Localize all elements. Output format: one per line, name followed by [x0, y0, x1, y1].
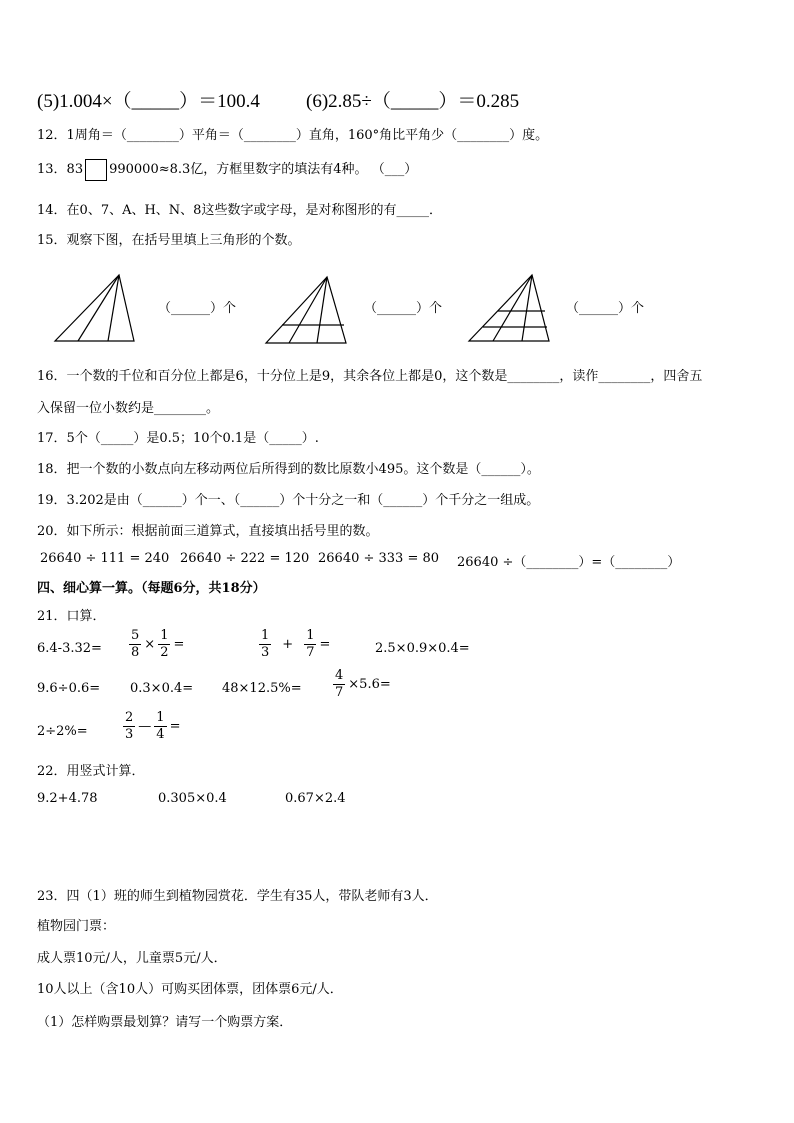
frac-num: 2	[123, 710, 135, 727]
operator: —	[138, 719, 152, 735]
q14: 14．在0、7、A、H、N、8这些数字或字母，是对称图形的有_____．	[37, 203, 442, 218]
frac-num: 1	[259, 628, 271, 645]
q16-line-2: 入保留一位小数约是________。	[37, 401, 220, 416]
q23-line-4: 10人以上（含10人）可购买团体票，团体票6元/人．	[37, 982, 343, 997]
equals: =	[319, 637, 331, 653]
q21-r2c1: 9.6÷0.6=	[37, 681, 101, 696]
q21-r2c3: 48×12.5%=	[222, 681, 302, 696]
q15-triangle-figure-2	[262, 272, 352, 347]
operator: ×	[144, 637, 156, 653]
q21-r2c2: 0.3×0.4=	[130, 681, 194, 696]
q19: 19．3.202是由（______）个一、（______）个十分之一和（______）个千分之一组成。	[37, 493, 540, 508]
q21-r1c2	[126, 628, 184, 662]
q15-blank-3: （______）个	[566, 301, 645, 316]
frac-num: 5	[129, 628, 141, 645]
q23-line-5: （1）怎样购票最划算？请写一个购票方案．	[37, 1015, 293, 1030]
q11-part5: (5)1.004×（_____）＝100.4	[37, 91, 260, 112]
q13-prefix: 13．83	[37, 162, 84, 177]
operator: +	[282, 637, 294, 653]
q12: 12．1周角＝（________）平角＝（________）直角，160°角比平角少（________）度。	[37, 128, 549, 143]
q21-r2c4	[330, 668, 391, 702]
q15-blank-2: （______）个	[364, 301, 443, 316]
frac-num: 1	[304, 628, 316, 645]
frac-den: 2	[160, 645, 169, 661]
q15-blank-1: （______）个	[158, 301, 237, 316]
q22-a: 9.2+4.78	[37, 791, 98, 806]
q17: 17．5个（_____）是0.5；10个0.1是（_____）.	[37, 431, 319, 446]
q21-r1c4: 2.5×0.9×0.4=	[375, 641, 470, 656]
q21-r3c2	[120, 710, 180, 744]
frac-den: 7	[335, 685, 344, 701]
q15-triangle-figure-3	[465, 270, 555, 345]
equals: =	[173, 637, 185, 653]
q21-r1c1: 6.4-3.32=	[37, 641, 102, 656]
q18: 18．把一个数的小数点向左移动两位后所得到的数比原数小495。这个数是（______）。	[37, 462, 540, 477]
calc-rest: ×5.6=	[348, 677, 391, 693]
q22-b: 0.305×0.4	[158, 791, 227, 806]
q21-title: 21．口算．	[37, 609, 106, 624]
q21-r3c1: 2÷2%=	[37, 724, 88, 739]
q22-title: 22．用竖式计算．	[37, 764, 145, 779]
equals: =	[169, 719, 181, 735]
frac-num: 1	[158, 628, 170, 645]
q23-line-2: 植物园门票：	[37, 919, 116, 934]
frac-den: 3	[261, 645, 270, 661]
frac-den: 4	[156, 727, 165, 743]
q15-triangle-figure-1	[50, 270, 140, 345]
frac-den: 3	[125, 727, 134, 743]
q21-r1c3	[256, 628, 330, 662]
q15-text: 15．观察下图，在括号里填上三角形的个数。	[37, 233, 301, 248]
q20-equation-3: 26640 ÷ 333 = 80	[318, 551, 440, 566]
q11-part6: (6)2.85÷（_____）＝0.285	[306, 91, 520, 112]
frac-num: 1	[154, 710, 166, 727]
q20-text: 20．如下所示：根据前面三道算式，直接填出括号里的数。	[37, 524, 379, 539]
q16-line-1: 16．一个数的千位和百分位上都是6，十分位上是9，其余各位上都是0，这个数是________，读作________，四舍五	[37, 369, 703, 384]
frac-den: 7	[306, 645, 315, 661]
q23-line-1: 23．四（1）班的师生到植物园赏花．学生有35人，带队老师有3人．	[37, 889, 438, 904]
q13-suffix: 990000≈8.3亿，方框里数字的填法有4种。 （___）	[109, 162, 418, 177]
frac-num: 4	[333, 668, 345, 685]
frac-den: 8	[131, 645, 140, 661]
q20-equation-2: 26640 ÷ 222 = 120	[180, 551, 310, 566]
q13	[37, 158, 417, 181]
q20-equation-4: 26640 ÷（________）=（________）	[457, 555, 681, 570]
q13-digit-box	[85, 159, 107, 181]
q22-c: 0.67×2.4	[285, 791, 346, 806]
q20-equation-1: 26640 ÷ 111 = 240	[40, 551, 170, 566]
section-4-heading: 四、细心算一算。（每题6分，共18分）	[37, 581, 266, 596]
q23-line-3: 成人票10元/人，儿童票5元/人．	[37, 951, 227, 966]
